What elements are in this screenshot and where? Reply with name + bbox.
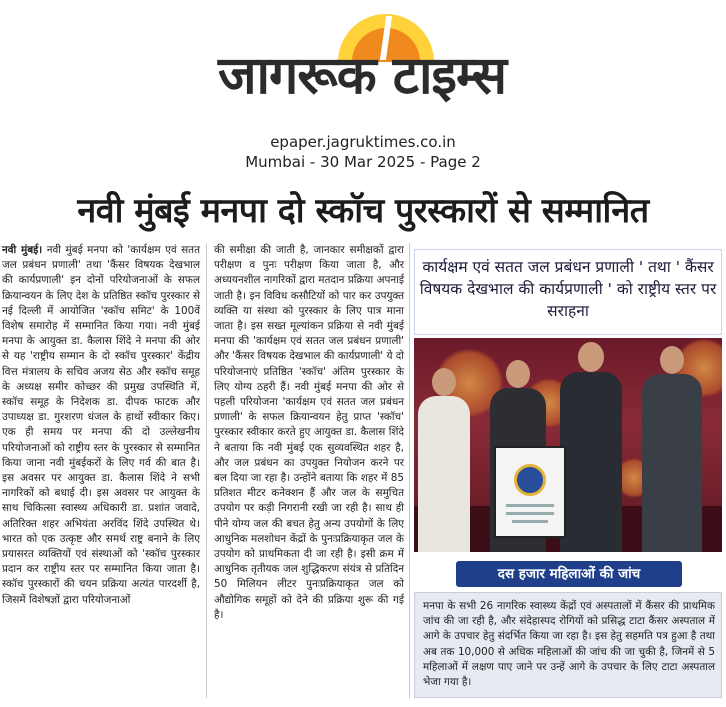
article-headline: नवी मुंबई मनपा दो स्कॉच पुरस्कारों से सम्मानित <box>77 191 649 231</box>
award-plaque <box>494 446 566 538</box>
masthead <box>0 0 726 125</box>
column-divider <box>409 243 410 698</box>
box-text: मनपा के सभी 26 नागरिक स्वास्थ्य केंद्रों एवं अस्पतालों में कैंसर की प्राथमिक जांच की जा रही है, और संदेहास्पद रोगियों को प्रसिद्ध टाटा कैंसर अस्पताल में आगे के उपचार हेतु संदर्भित किया जा रहा है। इस हेतु सहमति पत्र हुआ है तथा अब तक 10,000 से अधिक महिलाओं की जांच की जा चुकी है, जिनमें से 5 महिलाओं में लक्षण पाए जाने पर उन्हें आगे के उपचार के लिए टाटा अस्पताल भेजा गया है। <box>414 592 722 698</box>
column-1-text: नवी मुंबई मनपा को 'कार्यक्षम एवं सतत जल प्रबंधन प्रणाली' तथा 'कैंसर विषयक देखभाल की कार्यप्रणाली' इन दोनों परियोजनाओं के सफल क्रियान्वयन के लिए देश के प्रतिष्ठित स्कॉच पुरस्कार से नई दिल्ली में आयोजित 'स्कॉच समिट' के 100वें विशेष समारोह में सम्मानित किया गया। नवी मुंबई मनपा के आयुक्त डा. कैलास शिंदे ने मनपा की ओर से यह 'राष्ट्रीय सम्मान के दो स्कॉच पुरस्कार' केंद्रीय वित्त मंत्रालय के सचिव अजय सेठ और स्कॉच समूह के अध्यक्ष समीर कोच्छर की प्रमुख उपस्थिति में, स्कॉच समूह के निदेशक डा. दीपक फाटक और उपाध्यक्ष डा. गुरशरण धंजल के हाथों स्वीकार किए। एक ही समय पर मनपा की दो उल्लेखनीय परियोजनाओं को राष्ट्रीय स्तर के पुरस्कार से सम्मानित किया जाना नवी मुंबईकरों के लिए गर्व की बात है। इस अवसर पर आयुक्त डा. कैलास शिंदे ने सभी नागरिकों को बधाई दी। इस अवसर पर आयुक्त के साथ चिकित्सा स्वास्थ्य अधिकारी डा. प्रशांत जवादे, अतिरिक्त शहर अभियंता अरविंद शिंदे उपस्थित थे। भारत को एक उत्कृष्ट और समर्थ राष्ट्र बनाने के लिए प्रयासरत व्यक्तियों एवं संस्थाओं को 'स्कॉच पुरस्कार प्रदान कर राष्ट्रीय स्तर पर सम्मानित किया जाता है। स्कॉच पुरस्कारों की चयन प्रक्रिया अत्यंत पारदर्शी है, जिसमें विशेषज्ञों द्वारा परियोजनाओं <box>2 244 200 606</box>
article-column-2 <box>214 243 404 623</box>
article-column-1 <box>2 243 200 608</box>
award-seal-icon <box>514 464 546 496</box>
dateline: नवी मुंबई। <box>2 244 43 256</box>
newspaper-logo: जागरूक टाइम्स <box>217 46 507 106</box>
column-divider <box>206 243 207 698</box>
award-ceremony-photo <box>414 338 722 552</box>
column-2-text: की समीक्षा की जाती है, जानकार समीक्षकों द्वारा परीक्षण व पुनः परीक्षण किया जाता है, और अध्ययनशील नागरिकों द्वारा मतदान प्रक्रिया अपनाई जाती है। इन विविध कसौटियों को पार कर उपयुक्त व्यक्ति या संस्था को पुरस्कार के लिए पात्र माना जाता है। इस सख्त मूल्यांकन प्रक्रिया से नवी मुंबई मनपा की 'कार्यक्षम एवं सतत जल प्रबंधन प्रणाली' और 'कैंसर विषयक देखभाल की कार्यप्रणाली' ये दो परियोजनाएं प्रतिष्ठित 'स्कॉच' अंतिम पुरस्कार के लिए योग्य ठहरी हैं। नवी मुंबई मनपा की ओर से पहली परियोजना 'कार्यक्षम एवं सतत जल प्रबंधन प्रणाली' के सफल क्रियान्वयन हेतु प्राप्त 'स्कॉच' पुरस्कार स्वीकार करते हुए आयुक्त डा. कैलास शिंदे ने बताया कि नवी मुंबई एक सुव्यवस्थित शहर है, और जल प्रबंधन का उपयुक्त नियोजन करने पर बल दिया जा रहा है। उन्होंने बताया कि शहर में 85 प्रतिशत मीटर कनेक्शन हैं और जल के समुचित उपयोग पर कड़ी निगरानी रखी जा रही है। साथ ही पीने योग्य जल की बचत हेतु अन्य उपयोगों के लिए आधुनिक मलशोधन केंद्रों के पुनःप्रक्रियाकृत जल के उपयोग को प्राथमिकता दी जा रही है। इसी क्रम में आधुनिक तृतीयक जल शुद्धिकरण संयंत्र से प्रतिदिन 50 मिलियन लीटर पुनःप्रक्रियाकृत जल को औद्योगिक समूहों को देने की प्रक्रिया शुरू की गई है। <box>214 244 404 621</box>
box-title: दस हजार महिलाओं की जांच <box>456 561 682 587</box>
subheadline: कार्यक्षम एवं सतत जल प्रबंधन प्रणाली ' तथा ' कैंसर विषयक देखभाल की कार्यप्रणाली ' को राष्ट्रीय स्तर पर सराहना <box>414 249 722 335</box>
edition-info <box>0 132 726 172</box>
site-url[interactable]: epaper.jagruktimes.co.in <box>270 133 456 151</box>
edition-date: Mumbai - 30 Mar 2025 - Page 2 <box>245 153 481 171</box>
